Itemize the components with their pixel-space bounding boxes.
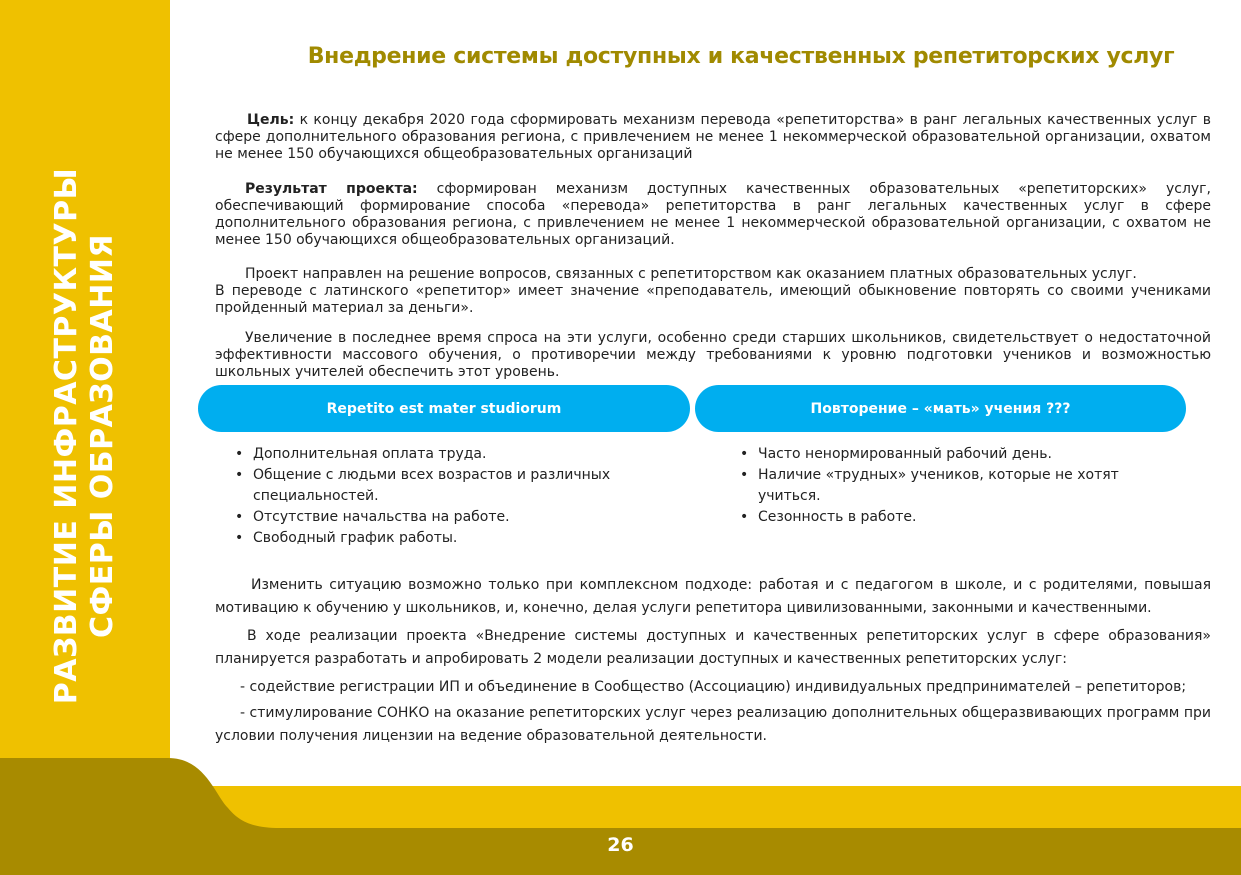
list-item: • Сезонность в работе. bbox=[740, 507, 1140, 528]
result-text: сформирован механизм доступных качественных образовательных «репетиторских» услуг, обеспечивающий формирование способа «перевода» репетиторства в ранг легальных качественных услуг в сфере дополнительного образования региона, с привлечением не менее 1 некоммерческой образовательной организации, с охватом не менее 150 обучающихся общеобразовательных организаций. bbox=[215, 181, 1211, 248]
list-item: • Наличие «трудных» учеников, которые не хотят учиться. bbox=[740, 465, 1140, 507]
model-item-1: - содействие регистрации ИП и объединение в Сообщество (Ассоциацию) индивидуальных предпринимателей – репетиторов; bbox=[240, 679, 1187, 695]
list-item: • Отсутствие начальства на работе. bbox=[235, 507, 655, 528]
list-item: • Свободный график работы. bbox=[235, 528, 655, 549]
sidebar-title-line-2: СФЕРЫ ОБРАЗОВАНИЯ bbox=[85, 233, 120, 639]
goal-label: Цель: bbox=[247, 112, 295, 128]
latin-proverb-banner bbox=[198, 385, 690, 432]
sidebar-section-title bbox=[49, 166, 121, 706]
list-item: • Часто ненормированный рабочий день. bbox=[740, 444, 1140, 465]
repetition-banner bbox=[695, 385, 1186, 432]
repetition-label: Повторение – «мать» учения ??? bbox=[810, 400, 1071, 417]
goal-paragraph bbox=[215, 112, 1211, 163]
goal-text: к концу декабря 2020 года сформировать механизм перевода «репетиторства» в ранг легальных качественных услуг в сфере дополнительного образования региона, с привлечением не менее 1 некоммерческой образовательной организации, охватом не менее 150 обучающихся общеобразовательных организаций bbox=[215, 112, 1211, 162]
page-number: 26 bbox=[607, 834, 634, 856]
latin-proverb-label: Repetito est mater studiorum bbox=[326, 400, 562, 417]
page-title: Внедрение системы доступных и качественных репетиторских услуг bbox=[307, 44, 1175, 69]
cons-list bbox=[740, 444, 1140, 528]
list-item: • Общение с людьми всех возрастов и различных специальностей. bbox=[235, 465, 655, 507]
closing-paragraph-1: Изменить ситуацию возможно только при комплексном подходе: работая и с педагогом в школе, и с родителями, повышая мотивацию к обучению у школьников, и, конечно, делая услуги репетитора цивилизованными, законными и качественными. bbox=[215, 577, 1211, 616]
intro-line-2: В переводе с латинского «репетитор» имеет значение «преподаватель, имеющий обыкновение повторять со своими учениками пройденный материал за деньги». bbox=[215, 283, 1211, 316]
pros-list bbox=[235, 444, 655, 549]
intro-line-1: Проект направлен на решение вопросов, связанных с репетиторством как оказанием платных образовательных услуг. bbox=[245, 266, 1137, 282]
sidebar-title-line-1: РАЗВИТИЕ ИНФРАСТРУКТУРЫ bbox=[49, 167, 84, 705]
model-item-2: - стимулирование СОНКО на оказание репетиторских услуг через реализацию дополнительных общеразвивающих программ при условии получения лицензии на ведение образовательной деятельности. bbox=[215, 705, 1211, 744]
demand-paragraph: Увеличение в последнее время спроса на эти услуги, особенно среди старших школьников, свидетельствует о недостаточной эффективности массового обучения, о противоречии между требованиями к уровню подготовки учеников и возможностью школьных учителей обеспечить этот уровень. bbox=[215, 330, 1211, 380]
list-item: • Дополнительная оплата труда. bbox=[235, 444, 655, 465]
result-paragraph bbox=[215, 181, 1211, 249]
closing-paragraph-2: В ходе реализации проекта «Внедрение системы доступных и качественных репетиторских услуг в сфере образования» планируется разработать и апробировать 2 модели реализации доступных и качественных репетиторских услуг: bbox=[215, 628, 1211, 667]
result-label: Результат проекта: bbox=[245, 181, 418, 197]
